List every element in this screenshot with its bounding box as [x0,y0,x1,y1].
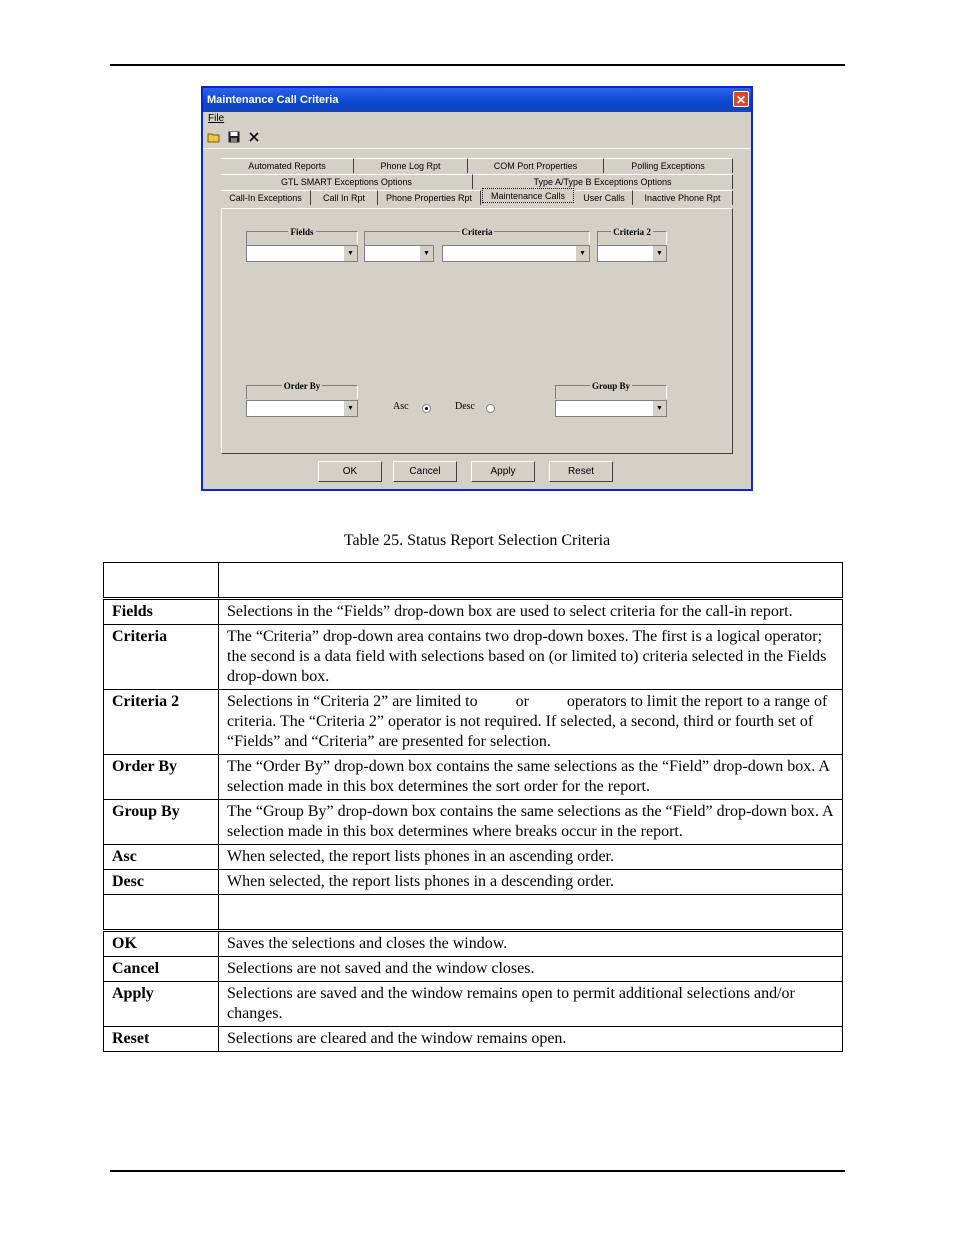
desc-label: Desc [455,401,475,412]
close-icon[interactable]: ✕ [733,91,749,107]
window-title: Maintenance Call Criteria [207,94,339,106]
menu-bar [203,112,751,126]
chevron-down-icon[interactable]: ▼ [419,246,433,261]
tab-maintenance-calls[interactable]: Maintenance Calls [482,188,574,203]
toolbar [203,126,751,149]
tab-inactive-phone-rpt[interactable]: Inactive Phone Rpt [633,190,733,205]
tab-call-in-exceptions[interactable]: Call-In Exceptions [221,190,311,205]
maintenance-call-criteria-window [201,86,753,491]
fields-group-label: Fields [246,231,358,245]
table-row: Reset Selections are cleared and the window remains open. [104,1027,843,1052]
tab-polling-exceptions[interactable]: Polling Exceptions [604,158,733,173]
criteria-value-dropdown[interactable] [442,245,590,262]
tab-gtl-smart-exceptions-options[interactable]: GTL SMART Exceptions Options [221,174,473,189]
table-row: Cancel Selections are not saved and the window closes. [104,957,843,982]
criteria2-group-label: Criteria 2 [597,231,667,245]
table-row: Apply Selections are saved and the window remains open to permit additional selections and/or changes. [104,982,843,1027]
chevron-down-icon[interactable]: ▼ [652,246,666,261]
chevron-down-icon[interactable]: ▼ [343,401,357,416]
maintenance-calls-panel [221,208,733,454]
fields-dropdown[interactable] [246,245,358,262]
footer-rule [110,1170,845,1172]
header-rule [110,64,845,66]
tab-phone-properties-rpt[interactable]: Phone Properties Rpt [378,190,481,205]
criteria2-dropdown[interactable] [597,245,667,262]
tab-phone-log-rpt[interactable]: Phone Log Rpt [354,158,468,173]
tab-user-calls[interactable]: User Calls [576,190,633,205]
chevron-down-icon[interactable]: ▼ [652,401,666,416]
order-by-dropdown[interactable] [246,400,358,417]
cancel-button[interactable]: Cancel [393,461,457,482]
chevron-down-icon[interactable]: ▼ [343,246,357,261]
title-bar [203,88,751,112]
desc-radio[interactable] [486,404,495,413]
table-row: Criteria 2 Selections in “Criteria 2” are limited to or operators to limit the report to a range of criteria. The “Criteria 2” operator is not required. If selected, a second, third or fourth set of “Fields” and “Criteria” are presented for selection. [104,690,843,755]
table-row: OK Saves the selections and closes the window. [104,931,843,957]
tab-type-a-type-b-exceptions-options[interactable]: Type A/Type B Exceptions Options [473,174,733,189]
table-row: Desc When selected, the report lists phones in a descending order. [104,870,843,895]
criteria-group-label: Criteria [364,231,590,245]
selection-criteria-table [103,562,843,1052]
x-delete-icon[interactable] [245,128,263,146]
table-header-row [104,563,843,599]
asc-label: Asc [393,401,409,412]
table-row: Asc When selected, the report lists phones in an ascending order. [104,845,843,870]
table-row: Group By The “Group By” drop-down box contains the same selections as the “Field” drop-down box. A selection made in this box determines where breaks occur in the report. [104,800,843,845]
reset-button[interactable]: Reset [549,461,613,482]
table-header-row [104,895,843,931]
order-by-group-label: Order By [246,385,358,399]
asc-radio[interactable] [422,404,431,413]
group-by-group-label: Group By [555,385,667,399]
table-caption: Table 25. Status Report Selection Criteria [343,532,611,549]
tab-call-in-rpt[interactable]: Call In Rpt [311,190,378,205]
folder-open-icon[interactable] [205,128,223,146]
table-row: Criteria The “Criteria” drop-down area contains two drop-down boxes. The first is a logical operator; the second is a data field with selections based on (or limited to) criteria selected in the Fields drop-down box. [104,625,843,690]
chevron-down-icon[interactable]: ▼ [575,246,589,261]
table-row: Fields Selections in the “Fields” drop-down box are used to select criteria for the call-in report. [104,599,843,625]
ok-button[interactable]: OK [318,461,382,482]
group-by-dropdown[interactable] [555,400,667,417]
menu-file[interactable]: File [208,113,225,124]
tab-automated-reports[interactable]: Automated Reports [221,158,354,173]
apply-button[interactable]: Apply [471,461,535,482]
floppy-save-icon[interactable] [225,128,243,146]
tab-com-port-properties[interactable]: COM Port Properties [468,158,604,173]
table-row: Order By The “Order By” drop-down box contains the same selections as the “Field” drop-down box. A selection made in this box determines the sort order for the report. [104,755,843,800]
criteria-operator-dropdown[interactable] [364,245,434,262]
